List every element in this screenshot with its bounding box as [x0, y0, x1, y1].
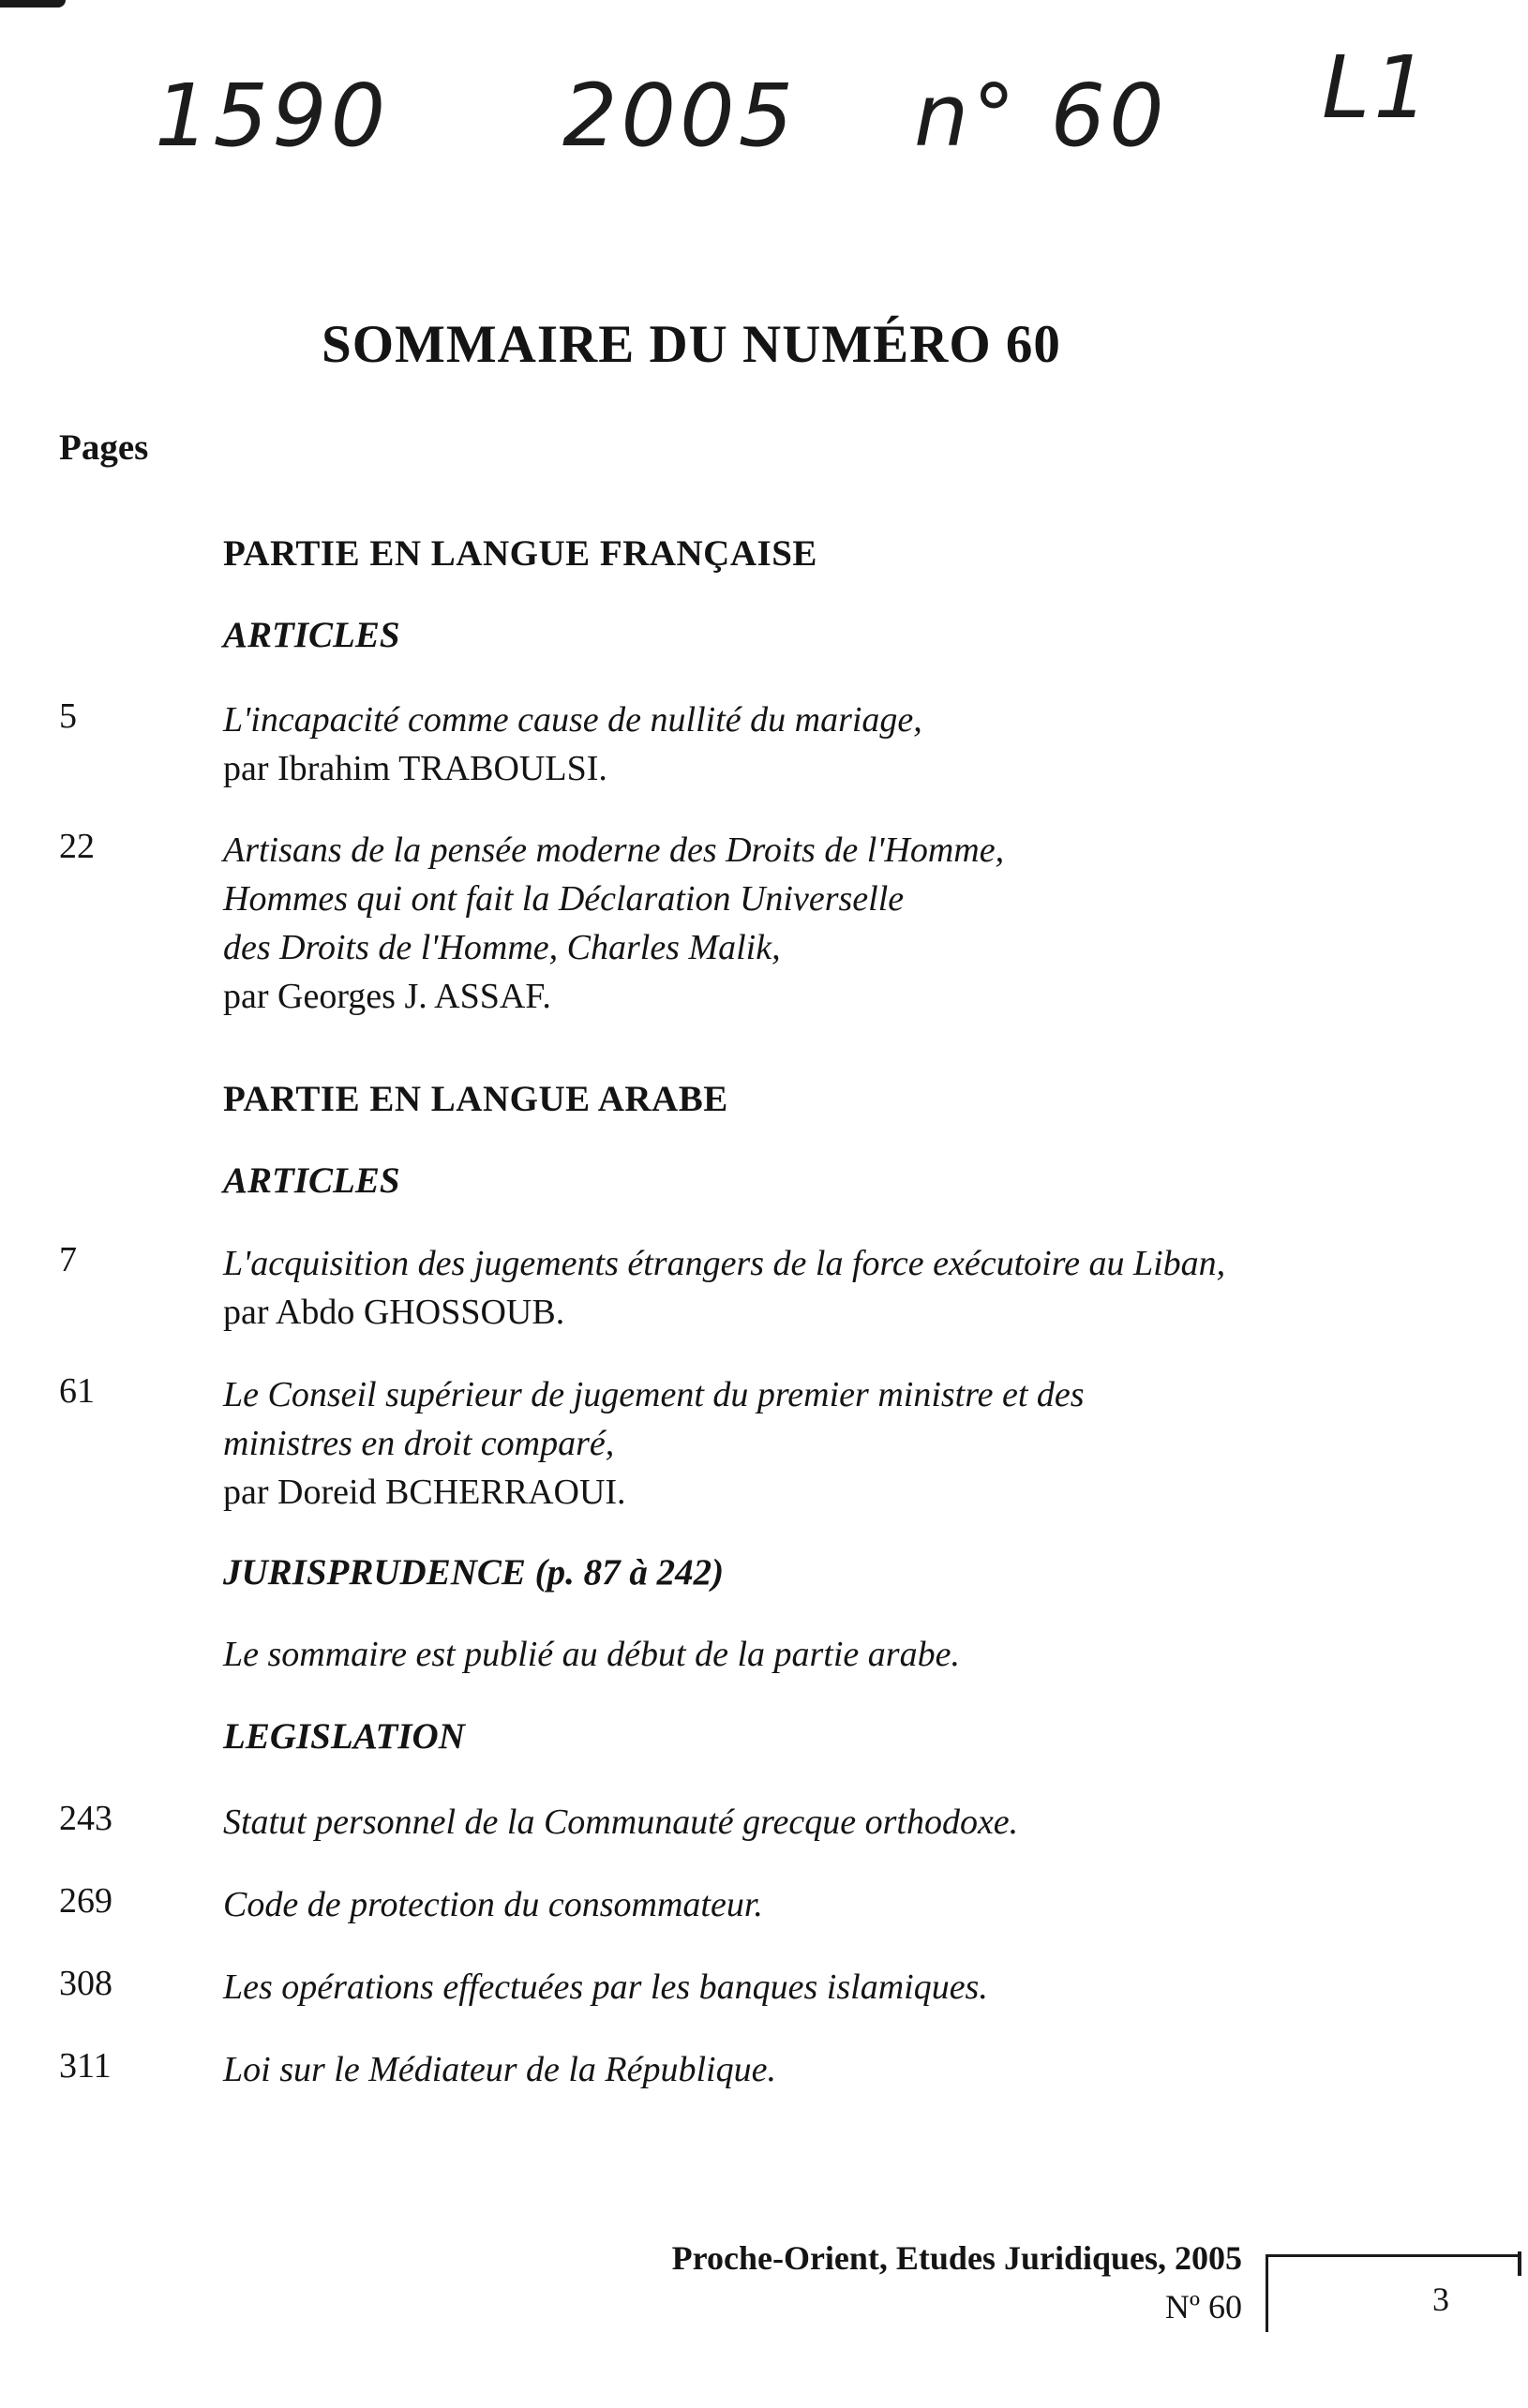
toc-entry-author: par Ibrahim TRABOULSI.: [223, 749, 607, 788]
footer-box-tick: [1518, 2251, 1521, 2276]
toc-page-number: 269: [59, 1881, 112, 1921]
toc-entry-text: [223, 1880, 1339, 1929]
toc-entry-text: [223, 1370, 1339, 1517]
toc-entry-author: par Georges J. ASSAF.: [223, 977, 551, 1016]
footer-page-number: 3: [1432, 2281, 1449, 2318]
toc-page-number: 5: [59, 696, 77, 736]
toc-entry-text: [223, 2045, 1339, 2094]
jurisprudence-heading: JURISPRUDENCE (p. 87 à 242): [223, 1552, 725, 1593]
toc-page-number: 22: [59, 827, 95, 866]
toc-entry-title: Code de protection du consommateur.: [223, 1885, 763, 1924]
toc-page-number: 308: [59, 1964, 112, 2003]
toc-page-number: 61: [59, 1371, 95, 1411]
toc-page-number: 311: [59, 2046, 112, 2086]
toc-entry-title-line: Artisans de la pensée moderne des Droits de l'Homme,: [223, 830, 1005, 870]
footer-journal-name: Proche-Orient, Etudes Juridiques, 2005: [671, 2239, 1242, 2277]
toc-entry-title-line: Hommes qui ont fait la Déclaration Universelle: [223, 879, 905, 919]
toc-entry-title-line: des Droits de l'Homme, Charles Malik,: [223, 928, 781, 967]
footer-page-box: [1266, 2254, 1521, 2332]
toc-entry-title: L'acquisition des jugements étrangers de la force exécutoire au Liban,: [223, 1244, 1226, 1283]
pages-column-label: Pages: [59, 427, 149, 468]
toc-page-number: 7: [59, 1240, 77, 1279]
handwritten-code: L1: [1322, 37, 1432, 138]
toc-entry-text: [223, 1798, 1339, 1847]
arabic-articles-heading: ARTICLES: [223, 1160, 400, 1201]
legislation-heading: LEGISLATION: [223, 1716, 465, 1757]
french-part-heading: PARTIE EN LANGUE FRANÇAISE: [223, 533, 817, 574]
toc-entry-title-line: ministres en droit comparé,: [223, 1424, 615, 1463]
toc-entry-title: L'incapacité comme cause de nullité du mariage,: [223, 700, 922, 740]
french-articles-heading: ARTICLES: [223, 615, 400, 655]
footer-issue-number: Nº 60: [1164, 2288, 1242, 2326]
handwritten-year: 2005: [562, 66, 798, 166]
toc-page-number: 243: [59, 1799, 112, 1838]
toc-entry-text: [223, 826, 1339, 1021]
toc-entry-text: [223, 1239, 1339, 1337]
jurisprudence-note: Le sommaire est publié au début de la partie arabe.: [223, 1635, 960, 1674]
page-title: SOMMAIRE DU NUMÉRO 60: [322, 315, 1061, 374]
toc-entry-title: Loi sur le Médiateur de la République.: [223, 2050, 776, 2089]
toc-entry-text: [223, 695, 1339, 793]
arabic-part-heading: PARTIE EN LANGUE ARABE: [223, 1079, 728, 1119]
toc-entry-title: Statut personnel de la Communauté grecque orthodoxe.: [223, 1802, 1019, 1842]
toc-entry-author: par Doreid BCHERRAOUI.: [223, 1473, 626, 1512]
toc-entry-text: [223, 1963, 1339, 2012]
handwritten-issue-note: n° 60: [914, 66, 1168, 166]
toc-entry-title: Les opérations effectuées par les banques islamiques.: [223, 1967, 988, 2007]
toc-entry-author: par Abdo GHOSSOUB.: [223, 1293, 565, 1332]
handwritten-ref-number: 1590: [155, 66, 390, 166]
toc-entry-title-line: Le Conseil supérieur de jugement du premier ministre et des: [223, 1375, 1085, 1414]
scan-corner-mark: [0, 0, 66, 7]
